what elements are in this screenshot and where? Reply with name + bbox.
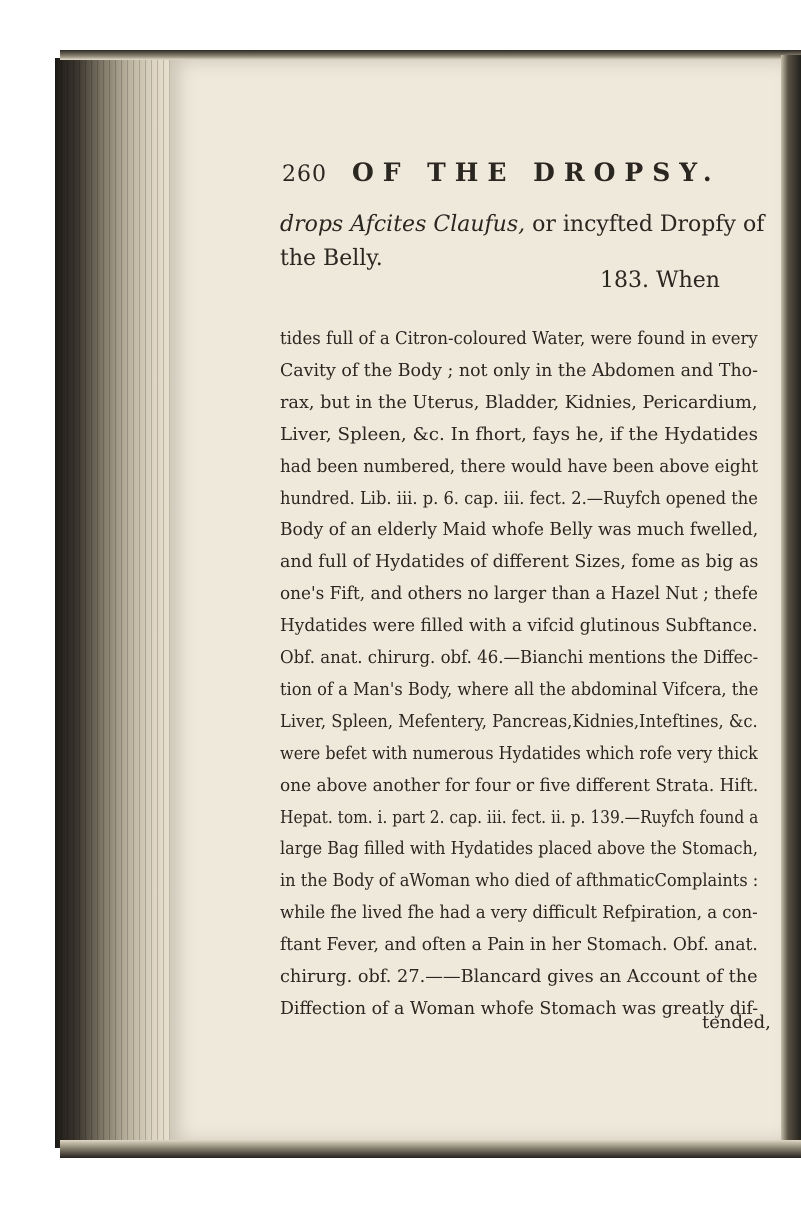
body-line: and full of Hydatides of different Sizes, fome as big as: [280, 551, 759, 573]
body-line: tides full of a Citron-coloured Water, were found in every: [280, 328, 758, 349]
body-line: tion of a Man's Body, where all the abdominal Vifcera, the: [280, 678, 759, 700]
body-line: one's Fift, and others no larger than a Hazel Nut ; thefe: [280, 583, 759, 605]
intro-line-2: the Belly.: [280, 246, 383, 271]
body-line: Obf. anat. chirurg. obf. 46.—Bianchi mentions the Diffec-: [280, 647, 759, 668]
body-line: hundred. Lib. iii. p. 6. cap. iii. fect. 2.—Ruyfch opened the: [280, 487, 758, 509]
running-title: OF THE DROPSY.: [351, 158, 721, 187]
body-line: in the Body of aWoman who died of afthmaticComplaints :: [280, 870, 759, 892]
body-line: Liver, Spleen, &c. In fhort, fays he, if the Hydatides: [280, 423, 758, 445]
intro-line-1: [280, 212, 764, 237]
body-line: Body of an elderly Maid whofe Belly was much fwelled,: [280, 519, 759, 541]
page-number: 260: [282, 162, 327, 187]
body-line: ftant Fever, and often a Pain in her Stomach. Obf. anat.: [280, 934, 758, 956]
body-line: had been numbered, there would have been above eight: [280, 455, 759, 477]
body-line: while fhe lived fhe had a very difficult Refpiration, a con-: [280, 902, 758, 924]
section-number: 183. When: [600, 268, 720, 293]
body-line: one above another for four or five different Strata. Hift.: [280, 774, 759, 796]
intro-rest: or incyfted Dropfy of: [532, 212, 765, 237]
body-line: Liver, Spleen, Mefentery, Pancreas,Kidnies,Inteftines, &c.: [280, 710, 758, 732]
body-line: large Bag filled with Hydatides placed above the Stomach,: [280, 838, 758, 860]
body-line: chirurg. obf. 27.——Blancard gives an Account of the: [280, 966, 758, 987]
body-line: Diffection of a Woman whofe Stomach was greatly dif-: [280, 997, 759, 1019]
body-line: were befet with numerous Hydatides which rofe very thick: [280, 742, 758, 764]
body-line: Hydatides were filled with a vifcid glutinous Subftance.: [280, 615, 758, 637]
intro-italic: drops Afcites Claufus,: [280, 212, 526, 237]
body-line: rax, but in the Uterus, Bladder, Kidnies, Pericardium,: [280, 391, 758, 413]
body-line: Cavity of the Body ; not only in the Abdomen and Tho-: [280, 359, 758, 381]
page-bottom-edge: [60, 1140, 801, 1158]
running-header: [282, 158, 752, 187]
page-top-edge: [60, 50, 801, 60]
book-binding-gutter: [55, 58, 175, 1148]
page-right-edge: [781, 55, 801, 1155]
catchword: tended,: [702, 1012, 771, 1033]
body-line: Hepat. tom. i. part 2. cap. iii. fect. ii. p. 139.—Ruyfch found a: [280, 806, 759, 828]
